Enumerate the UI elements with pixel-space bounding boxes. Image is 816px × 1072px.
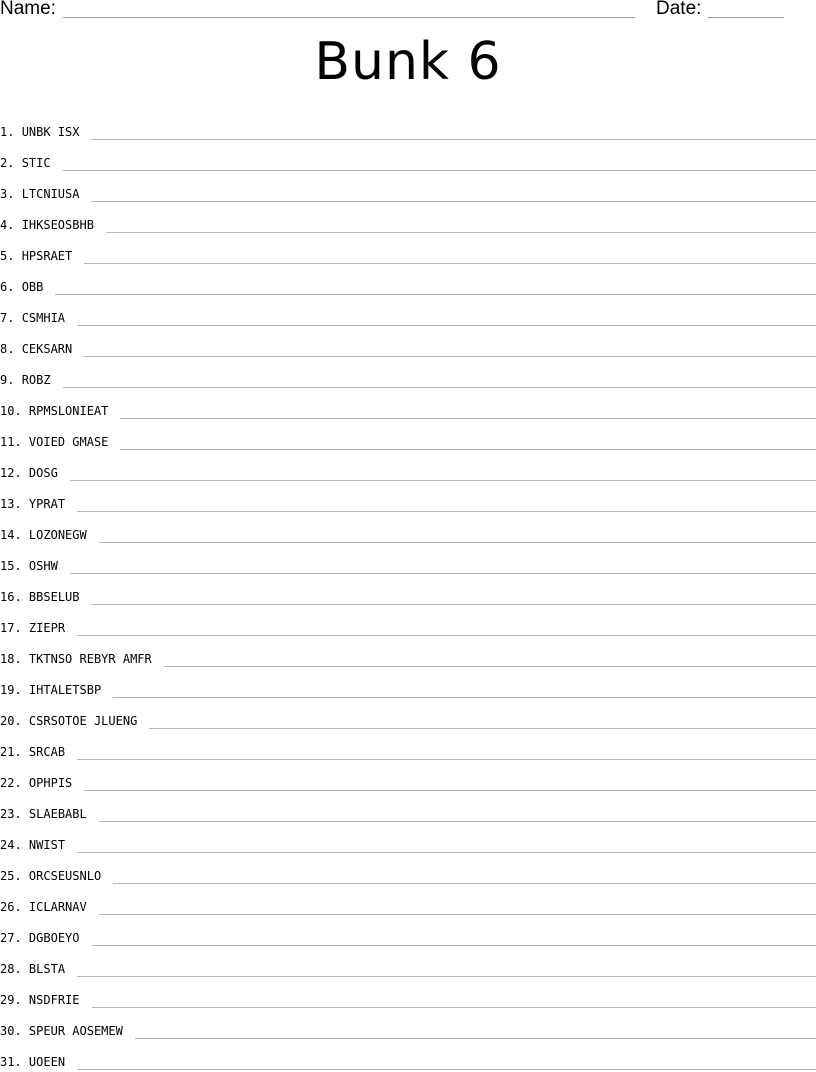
item-number: 28. (0, 962, 22, 976)
scrambled-word (0, 341, 84, 359)
list-item (0, 173, 816, 204)
scrambled-word (0, 434, 120, 452)
scrambled-word (0, 403, 120, 421)
item-number: 14. (0, 528, 22, 542)
item-number: 18. (0, 652, 22, 666)
list-item (0, 111, 816, 142)
list-item (0, 483, 816, 514)
item-word: OBB (22, 280, 44, 294)
answer-line[interactable] (77, 324, 816, 326)
list-item (0, 731, 816, 762)
answer-line[interactable] (135, 1037, 816, 1039)
item-word: STIC (22, 156, 51, 170)
answer-line[interactable] (84, 789, 816, 791)
answer-line[interactable] (120, 417, 816, 419)
item-word: VOIED GMASE (29, 435, 108, 449)
item-number: 13. (0, 497, 22, 511)
answer-line[interactable] (164, 665, 816, 667)
item-number: 5. (0, 249, 14, 263)
item-word: CSMHIA (22, 311, 65, 325)
name-label: Name: (0, 0, 56, 20)
worksheet-header (0, 0, 816, 26)
item-word: OPHPIS (29, 776, 72, 790)
scrambled-word (0, 217, 106, 235)
item-number: 23. (0, 807, 22, 821)
item-number: 25. (0, 869, 22, 883)
list-item (0, 514, 816, 545)
answer-line[interactable] (92, 1006, 816, 1008)
list-item (0, 576, 816, 607)
scrambled-word (0, 682, 113, 700)
item-number: 17. (0, 621, 22, 635)
answer-line[interactable] (77, 1068, 816, 1070)
item-number: 26. (0, 900, 22, 914)
scrambled-word (0, 465, 70, 483)
item-word: BBSELUB (29, 590, 80, 604)
list-item (0, 917, 816, 948)
scrambled-word (0, 806, 99, 824)
item-word: CEKSARN (22, 342, 73, 356)
item-number: 21. (0, 745, 22, 759)
answer-line[interactable] (99, 541, 816, 543)
item-word: ICLARNAV (29, 900, 87, 914)
scramble-list (0, 111, 816, 1072)
scrambled-word (0, 124, 91, 142)
scrambled-word (0, 713, 149, 731)
list-item (0, 297, 816, 328)
list-item (0, 266, 816, 297)
scrambled-word (0, 310, 77, 328)
answer-line[interactable] (91, 200, 816, 202)
scrambled-word (0, 620, 77, 638)
date-label: Date: (656, 0, 701, 20)
item-number: 1. (0, 125, 14, 139)
item-word: UOEEN (29, 1055, 65, 1069)
list-item (0, 359, 816, 390)
scrambled-word (0, 279, 55, 297)
list-item (0, 607, 816, 638)
item-word: ORCSEUSNLO (29, 869, 101, 883)
item-word: LOZONEGW (29, 528, 87, 542)
answer-line[interactable] (70, 479, 816, 481)
answer-line[interactable] (77, 851, 816, 853)
answer-line[interactable] (113, 696, 816, 698)
answer-line[interactable] (77, 634, 816, 636)
item-word: OSHW (29, 559, 58, 573)
list-item (0, 545, 816, 576)
scrambled-word (0, 961, 77, 979)
list-item (0, 793, 816, 824)
scrambled-word (0, 899, 99, 917)
list-item (0, 204, 816, 235)
item-word: RPMSLONIEAT (29, 404, 108, 418)
item-number: 3. (0, 187, 14, 201)
scrambled-word (0, 1054, 77, 1072)
date-answer-line[interactable] (708, 17, 784, 18)
scrambled-word (0, 248, 84, 266)
item-word: SRCAB (29, 745, 65, 759)
answer-line[interactable] (99, 913, 816, 915)
list-item (0, 235, 816, 266)
list-item (0, 979, 816, 1010)
scrambled-word (0, 1023, 135, 1041)
item-word: UNBK ISX (22, 125, 80, 139)
list-item (0, 700, 816, 731)
scrambled-word (0, 155, 63, 173)
page-title: Bunk 6 (0, 28, 816, 96)
item-number: 16. (0, 590, 22, 604)
scrambled-word (0, 744, 77, 762)
item-number: 8. (0, 342, 14, 356)
item-word: HPSRAET (22, 249, 73, 263)
scrambled-word (0, 496, 77, 514)
scrambled-word (0, 527, 99, 545)
answer-line[interactable] (63, 169, 816, 171)
item-number: 19. (0, 683, 22, 697)
list-item (0, 886, 816, 917)
item-word: SLAEBABL (29, 807, 87, 821)
scrambled-word (0, 992, 92, 1010)
item-number: 30. (0, 1024, 22, 1038)
item-number: 31. (0, 1055, 22, 1069)
item-number: 15. (0, 559, 22, 573)
list-item (0, 855, 816, 886)
scrambled-word (0, 868, 113, 886)
answer-line[interactable] (77, 510, 816, 512)
item-number: 9. (0, 373, 14, 387)
item-word: DGBOEYO (29, 931, 80, 945)
list-item (0, 390, 816, 421)
item-word: IHTALETSBP (29, 683, 101, 697)
list-item (0, 421, 816, 452)
answer-line[interactable] (84, 262, 816, 264)
item-word: TKTNSO REBYR AMFR (29, 652, 152, 666)
item-number: 12. (0, 466, 22, 480)
scrambled-word (0, 651, 164, 669)
scrambled-word (0, 837, 77, 855)
list-item (0, 762, 816, 793)
scrambled-word (0, 186, 91, 204)
scrambled-word (0, 589, 92, 607)
answer-line[interactable] (63, 386, 816, 388)
answer-line[interactable] (91, 138, 816, 140)
item-word: IHKSEOSBHB (22, 218, 94, 232)
item-word: NSDFRIE (29, 993, 80, 1007)
name-answer-line[interactable] (63, 17, 635, 18)
item-number: 20. (0, 714, 22, 728)
scrambled-word (0, 558, 70, 576)
answer-line[interactable] (92, 603, 816, 605)
list-item (0, 669, 816, 700)
scrambled-word (0, 775, 84, 793)
item-number: 10. (0, 404, 22, 418)
list-item (0, 452, 816, 483)
item-number: 29. (0, 993, 22, 1007)
answer-line[interactable] (113, 882, 816, 884)
answer-line[interactable] (92, 944, 816, 946)
item-number: 22. (0, 776, 22, 790)
answer-line[interactable] (84, 355, 816, 357)
list-item (0, 1041, 816, 1072)
item-number: 2. (0, 156, 14, 170)
list-item (0, 328, 816, 359)
list-item (0, 824, 816, 855)
item-number: 4. (0, 218, 14, 232)
answer-line[interactable] (77, 975, 816, 977)
answer-line[interactable] (120, 448, 816, 450)
scrambled-word (0, 930, 92, 948)
item-word: YPRAT (29, 497, 65, 511)
item-word: ROBZ (22, 373, 51, 387)
item-word: SPEUR AOSEMEW (29, 1024, 123, 1038)
item-word: DOSG (29, 466, 58, 480)
item-number: 6. (0, 280, 14, 294)
item-number: 24. (0, 838, 22, 852)
scrambled-word (0, 372, 63, 390)
answer-line[interactable] (99, 820, 816, 822)
item-word: NWIST (29, 838, 65, 852)
item-word: BLSTA (29, 962, 65, 976)
list-item (0, 638, 816, 669)
answer-line[interactable] (77, 758, 816, 760)
item-number: 27. (0, 931, 22, 945)
item-word: CSRSOTOE JLUENG (29, 714, 137, 728)
answer-line[interactable] (106, 231, 816, 233)
answer-line[interactable] (149, 727, 816, 729)
item-number: 11. (0, 435, 22, 449)
list-item (0, 142, 816, 173)
list-item (0, 948, 816, 979)
item-word: LTCNIUSA (22, 187, 80, 201)
item-word: ZIEPR (29, 621, 65, 635)
list-item (0, 1010, 816, 1041)
answer-line[interactable] (55, 293, 816, 295)
item-number: 7. (0, 311, 14, 325)
answer-line[interactable] (70, 572, 816, 574)
